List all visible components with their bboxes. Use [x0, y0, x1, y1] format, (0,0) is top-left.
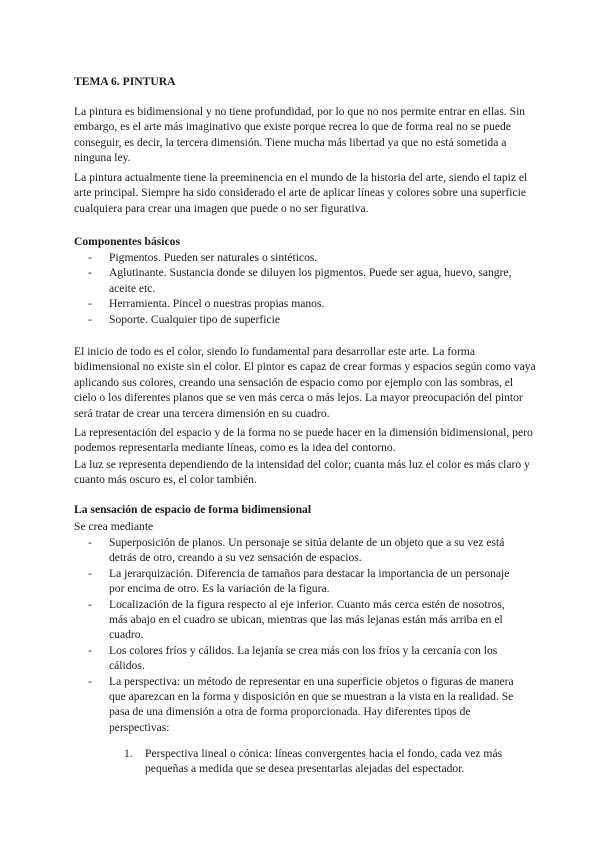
paragraph-preeminence: La pintura actualmente tiene la preeminencia en el mundo de la historia del arte, siendo el tapiz el arte principal. Siempre ha sido considerado el arte de aplicar líneas y colores sobre una superficie cualquiera para crear una imagen que puede o no ser figurativa. [74, 171, 528, 215]
space-techniques-list [88, 535, 526, 735]
document-title: TEMA 6. PINTURA [74, 75, 176, 88]
dash-bullet: - [88, 251, 92, 264]
list-item [88, 296, 526, 311]
list-item-text: Localización de la figura respecto al eje inferior. Cuanto más cerca estén de nosotros, más abajo en el cuadro se ubican, mientras que las más lejanas están más arriba en el cuadro. [109, 597, 505, 642]
list-item-text: Los colores fríos y cálidos. La lejanía se crea más con los fríos y la cercanía con los cálidos. [109, 643, 498, 673]
paragraph-color: El inicio de todo es el color, siendo lo fundamental para desarrollar este arte. La forma bidimensional no existe sin el color. El pintor es capaz de crear formas y espacios según como vaya aplicando sus colores, creando una sensación de espacio como por ejemplo con las sombras, el cielo o los diferentes planos que se ven más cerca o más lejos. La mayor preocupación del pintor será tratar de crear una tercera dimensión en su cuadro. [74, 345, 536, 420]
list-item-text: Soporte. Cualquier tipo de superficie [109, 312, 280, 326]
list-item [88, 535, 526, 566]
list-item-text: La jerarquización. Diferencia de tamaños para destacar la importancia de un personaje por encima de otro. Es la variación de la figura. [109, 566, 510, 596]
perspective-types-list [124, 746, 528, 777]
numbered-item-text: Perspectiva lineal o cónica: líneas convergentes hacia el fondo, cada vez más pequeñas a medida que se desea presentarlas alejadas del espectador. [145, 747, 503, 776]
dash-bullet: - [88, 597, 92, 611]
list-item-text: Superposición de planos. Un personaje se sitúa delante de un objeto que a su vez está detrás de otro, creando a su vez sensación de espacios. [109, 536, 505, 565]
list-item-text: Aglutinante. Sustancia donde se diluyen los pigmentos. Puede ser agua, huevo, sangre, aceite etc. [109, 266, 512, 295]
list-item [88, 566, 526, 597]
dash-bullet: - [88, 536, 92, 549]
list-item [88, 674, 526, 736]
list-item-text: Pigmentos. Pueden ser naturales o sintéticos. [109, 251, 318, 264]
paragraph-intro: La pintura es bidimensional y no tiene profundidad, por lo que no nos permite entrar en ellas. Sin embargo, es el arte más imaginativo que existe porque recrea lo que de forma real no se puede conseguir, es decir, la tercera dimensión. Tiene mucha más libertad ya que no está sometida a ninguna ley. [74, 105, 526, 165]
list-item [88, 312, 526, 327]
dash-bullet: - [88, 312, 92, 326]
section-heading-space: La sensación de espacio de forma bidimensional [74, 503, 312, 516]
list-item [88, 250, 526, 265]
dash-bullet: - [88, 674, 92, 688]
paragraph-light: La luz se representa dependiendo de la intensidad del color; cuanta más luz el color es más claro y cuanto más oscuro es, el color también. [74, 458, 530, 487]
list-item-text: Herramienta. Pincel o nuestras propias manos. [109, 297, 325, 311]
list-item [88, 265, 526, 296]
paragraph-space: La representación del espacio y de la forma no se puede hacer en la dimensión bidimensional, pero podemos representarla mediante líneas, como es la idea del contorno. [74, 426, 533, 455]
item-number: 1. [124, 747, 133, 760]
list-item [88, 597, 526, 643]
list-item-text: La perspectiva: un método de representar en una superficie objetos o figuras de manera que aparezcan en la forma y disposición en que se muestran a la vista en la realidad. Se pasa de una dimensión a otra de forma proporcionada. Hay diferentes tipos de perspectivas: [109, 674, 514, 734]
section-heading-components: Componentes básicos [74, 235, 180, 248]
dash-bullet: - [88, 266, 92, 280]
list-item [88, 643, 526, 674]
dash-bullet: - [88, 297, 92, 311]
dash-bullet: - [88, 643, 92, 657]
numbered-item [124, 746, 528, 777]
dash-bullet: - [88, 566, 92, 580]
section-intro: Se crea mediante [74, 520, 154, 533]
components-list [88, 250, 526, 327]
